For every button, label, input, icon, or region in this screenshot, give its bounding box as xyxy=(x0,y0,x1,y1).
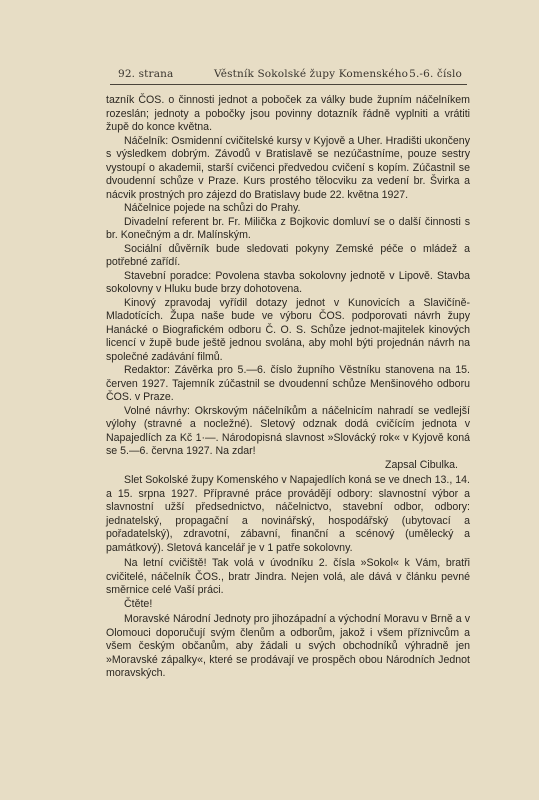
paragraph-letni-cviciste: Na letní cvičiště! Tak volá v úvodníku 2. čísla »Sokol« k Vám, bratři cvičitelé, náčelník ČOS., bratr Jindra. Nejen volá, ale dává v článku pevné směrnice celé Vaší práci. xyxy=(106,557,470,596)
paragraph-slet: Slet Sokolské župy Komenského v Napajedlích koná se ve dnech 13., 14. a 15. srpna 1927. Přípravné práce provádějí odbory: slavnostní výbor a slavnostní užší předsednictvo, náčelnictvo, stavební odbor, odbory: jednatelský, propagační a novinářský, hospodářský (ubytovací a pořadatelský), zdravotní, zábavní, finanční a scénový (umělecký a památkový). Sletová kancelář je v 1 patře sokolovny. xyxy=(106,474,470,554)
paragraph-nacelnik: Náčelník: Osmidenní cvičitelské kursy v Kyjově a Uher. Hradišti ukončeny s výsledkem dobrým. Závodů v Bratislavě se nezúčastníme, pouze sestry vystoupí o akademii, starší cvičenci předvedou cvičení s kopím. Zúčastnil se dvoudenní schůze v Praze. Kurs prostého tělocviku za vedení br. Švirka a nácvik prostných pro zájezd do Bratislavy bude 22. května 1927. xyxy=(106,134,470,201)
issue-number: 5.-6. číslo xyxy=(409,68,462,80)
paragraph-volne-navrhy: Volné návrhy: Okrskovým náčelníkům a náčelnicím nahradí se vedlejší výlohy (stravné a nocležné). Sletový odznak dodá cvičícím jednota v Napajedlích za Kč 1·—. Národopisná slavnost »Slovácký rok« v Kyjově koná se 5.—6. června 1927. Na zdar! xyxy=(106,404,470,457)
paragraph-moravske-zapalky: Moravské Národní Jednoty pro jihozápadní a východní Moravu v Brně a v Olomouci doporučují svým členům a odborům, jakož i všem příznivcům a všem českým občanům, aby žádali u svých obchodníků výhradně jen »Moravské zápalky«, které se prodávají ve prospěch obou Národních Jednot moravských. xyxy=(106,613,470,679)
paragraph-nacelnice: Náčelnice pojede na schůzi do Prahy. xyxy=(124,202,301,214)
paragraph-divadelni-referent: Divadelní referent br. Fr. Milička z Bojkovic domluví se o další činnosti s br. Konečným a dr. Malínským. xyxy=(106,215,470,241)
page-number: 92. strana xyxy=(118,68,174,80)
header-rule xyxy=(110,84,467,85)
paragraph-questionnaire: tazník ČOS. o činnosti jednot a poboček za války bude župním náčelníkem rozeslán; jednoty a pobočky jsou povinny dotazník řádně vyplniti a vrátiti župě do konce května. xyxy=(106,94,470,133)
paragraph-ctete: Čtěte! xyxy=(124,597,153,610)
paragraph-stavebni-poradce: Stavební poradce: Povolena stavba sokolovny jednotě v Lipově. Stavba sokolovny v Hluku bude brzy dohotovena. xyxy=(106,269,470,295)
journal-title: Věstník Sokolské župy Komenského xyxy=(214,68,409,80)
paragraph-kinovy-zpravodaj: Kinový zpravodaj vyřídil dotazy jednot v Kunovicích a Slavičíně-Mladotících. Župa naše bude ve výboru ČOS. podporovati návrh župy Hanácké o Biografickém odboru Č. O. S. Schůze jednot-majitelek kinových licencí v župě bude ještě jednou svolána, aby mohl býti projednán návrh na společné zadávání filmů. xyxy=(106,296,470,363)
article-body xyxy=(106,94,470,681)
paragraph-socialni-duvernik: Sociální důvěrník bude sledovati pokyny Zemské péče o mládež a potřebné zařídí. xyxy=(106,242,470,268)
paragraph-redaktor: Redaktor: Závěrka pro 5.—6. číslo župního Věstníku stanovena na 15. červen 1927. Tajemník zúčastnil se dvoudenní schůze Menšinového odboru ČOS. v Praze. xyxy=(106,364,470,403)
signature: Zapsal Cibulka. xyxy=(384,458,458,471)
